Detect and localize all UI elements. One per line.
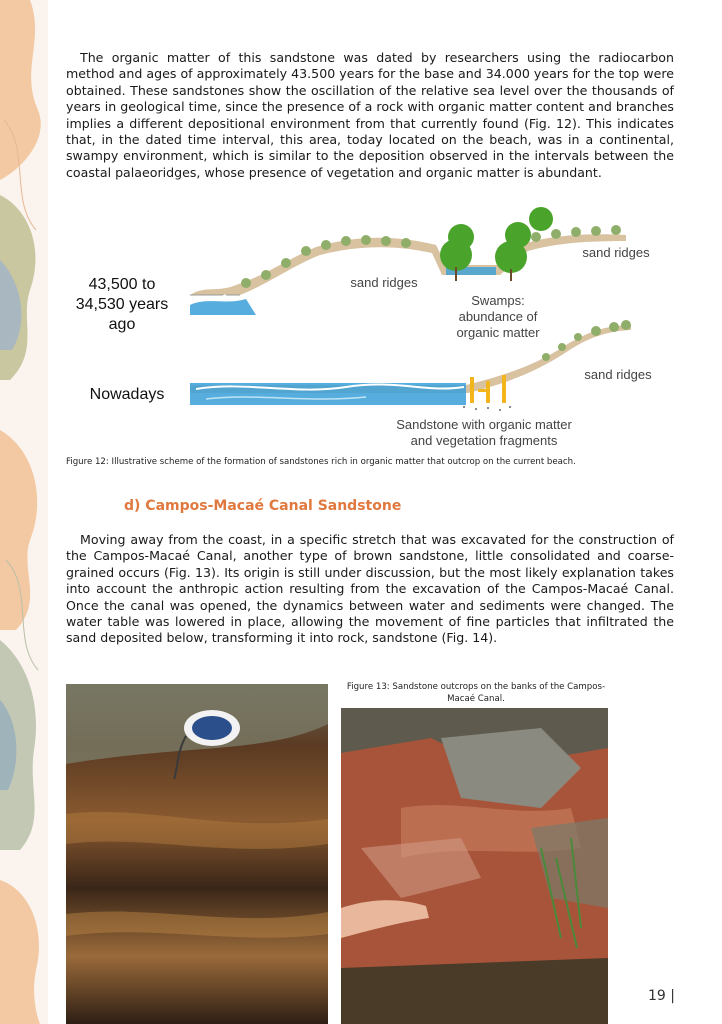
decorative-side-pattern [0, 0, 48, 1024]
section-heading: d) Campos-Macaé Canal Sandstone [124, 498, 402, 514]
figure-12-caption: Figure 12: Illustrative scheme of the formation of sandstones rich in organic matter that outcrop on the current beach. [66, 457, 576, 467]
figure-12-illustration [66, 205, 686, 455]
label-sand-ridges-right: sand ridges [582, 245, 650, 260]
photo-canal-bank-outcrop [341, 708, 608, 1024]
figure-13-caption: Figure 13: Sandstone outcrops on the banks of the Campos-Macaé Canal. [346, 682, 606, 704]
label-swamps: Swamps: abundance of organic matter [456, 293, 540, 340]
label-nowadays: Nowadays [89, 386, 165, 403]
paragraph-radiocarbon-dating: The organic matter of this sandstone was dated by researchers using the radiocarbon method and ages of approximately 43.500 years for the base and 34.000 years for the top were obtained. These sandstones show the oscillation of the relative sea level over the thousands of years in geological time, since the presence of a rock with organic matter content and branches implies a different depositional environment from that currently found (Fig. 12). This indicates that, in the dated time interval, this area, today located on the beach, was in a continental, swampy environment, which is similar to the deposition observed in the intervals between the coastal palaeoridges, whose presence of vegetation and organic matter is abundant. [66, 50, 674, 180]
page-number: 19 | [648, 988, 675, 1004]
photo-sandstone-with-tape-measure [66, 684, 328, 1024]
paragraph-canal-sandstone: Moving away from the coast, in a specific stretch that was excavated for the construction of the Campos-Macaé Canal, another type of brown sandstone, little consolidated and coarse-grained occurs (Fig. 13). Its origin is still under discussion, but the most likely explanation takes into account the anthropic action resulting from the excavation of the Campos-Macaé Canal. Once the canal was opened, the dynamics between water and sediments were changed. The water table was lowered in place, allowing the movement of fine particles that infiltrated the sand deposited below, transforming it into rock, sandstone (Fig. 14). [66, 532, 674, 646]
label-sandstone: Sandstone with organic matter and vegetation fragments [396, 417, 572, 448]
label-sand-ridges-lower: sand ridges [584, 367, 652, 382]
label-sand-ridges-left: sand ridges [350, 275, 418, 290]
label-past-age: 43,500 to 34,530 years ago [75, 276, 169, 333]
